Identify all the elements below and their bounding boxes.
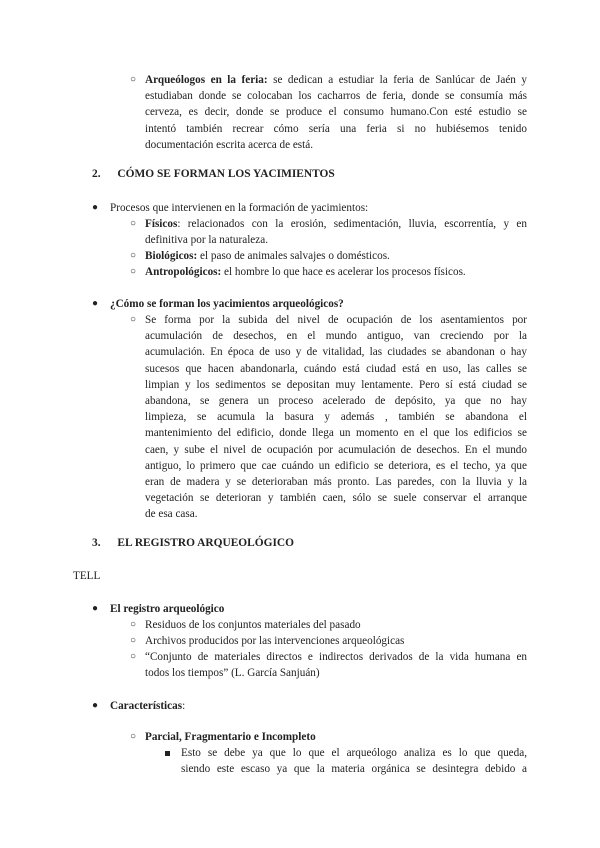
proceso-fisicos: Físicos: relacionados con la erosión, sedimentación, lluvia, escorrentía, y en definitiva por la naturaleza. <box>145 218 527 247</box>
caracteristicas-title: Características: <box>110 700 186 712</box>
filled-bullet-icon: ● <box>92 700 99 711</box>
proceso-biologicos: Biológicos: el paso de animales salvajes o domésticos. <box>145 250 390 262</box>
arqueologos-feria-term: Arqueólogos en la feria: <box>145 74 268 86</box>
hollow-bullet-icon: ○ <box>130 218 137 229</box>
section-3-heading: 3. EL REGISTRO ARQUEOLÓGICO <box>92 537 295 549</box>
hollow-bullet-icon: ○ <box>130 635 137 646</box>
arqueologos-feria-paragraph: Arqueólogos en la feria: se dedican a estudiar la feria de Sanlúcar de Jaén y estudiaban donde se colocaban los cacharros de feria, donde se consumía más cerveza, es decir, donde se produce el consumo humano.Con esté estudio se intentó también recrear cómo sería una feria si no hubiésemos tenido documentación escrita acerca de está. <box>145 74 527 151</box>
registro-item-quote: “Conjunto de materiales directos e indirectos derivados de la vida humana en todos los tiempos” (L. García Sanjuán) <box>145 651 527 680</box>
parcial-paragraph: Esto se debe ya que lo que el arqueólogo analiza es lo que queda, siendo este escaso ya que la materia orgánica se desintegra debido a <box>181 747 527 776</box>
hollow-bullet-icon: ○ <box>130 250 137 261</box>
filled-bullet-icon: ● <box>92 298 99 309</box>
hollow-bullet-icon: ○ <box>130 74 137 85</box>
proceso-antropologicos: Antropológicos: el hombre lo que hace es acelerar los procesos físicos. <box>145 266 466 278</box>
procesos-intro: Procesos que intervienen en la formación de yacimientos: <box>110 202 369 214</box>
section-2-heading: 2. CÓMO SE FORMAN LOS YACIMIENTOS <box>92 168 335 180</box>
hollow-bullet-icon: ○ <box>130 651 137 662</box>
hollow-bullet-icon: ○ <box>130 731 137 742</box>
registro-title: El registro arqueológico <box>110 603 225 615</box>
tell-label: TELL <box>73 570 101 582</box>
filled-bullet-icon: ● <box>92 603 99 614</box>
question-heading: ¿Cómo se forman los yacimientos arqueológicos? <box>110 298 344 310</box>
registro-item: Archivos producidos por las intervenciones arqueológicas <box>145 635 405 647</box>
hollow-bullet-icon: ○ <box>130 619 137 630</box>
hollow-bullet-icon: ○ <box>130 266 137 277</box>
answer-paragraph: Se forma por la subida del nivel de ocupación de los asentamientos por acumulación de desechos, en el mundo antiguo, van creciendo por la acumulación. En época de uso y de vitalidad, las ciudades se abandonan o hay sucesos que hacen abandonarla, cuándo está ciudad está en uso, las calles se limpian y los sedimentos se depositan muy lentamente. Pero sí está ciudad se abandona, se genera un proceso acelerado de depósito, ya que no hay limpieza, se acumula la basura y además , también se abandona el mantenimiento del edificio, donde llega un momento en el que los edificios se caen, y sube el nivel de ocupación por acumulación de desechos. En el mundo antiguo, lo primero que cae cuándo un edificio se deteriora, es el techo, ya que eran de madera y se deterioraban más pronto. Las paredes, con la lluvia y la vegetación se deterioran y también caen, sólo se suele conservar el arranque de esa casa. <box>145 314 527 521</box>
square-bullet-icon <box>165 751 170 756</box>
registro-item: Residuos de los conjuntos materiales del pasado <box>145 619 361 631</box>
hollow-bullet-icon: ○ <box>130 314 137 325</box>
parcial-title: Parcial, Fragmentario e Incompleto <box>145 731 316 743</box>
filled-bullet-icon: ● <box>92 202 99 213</box>
